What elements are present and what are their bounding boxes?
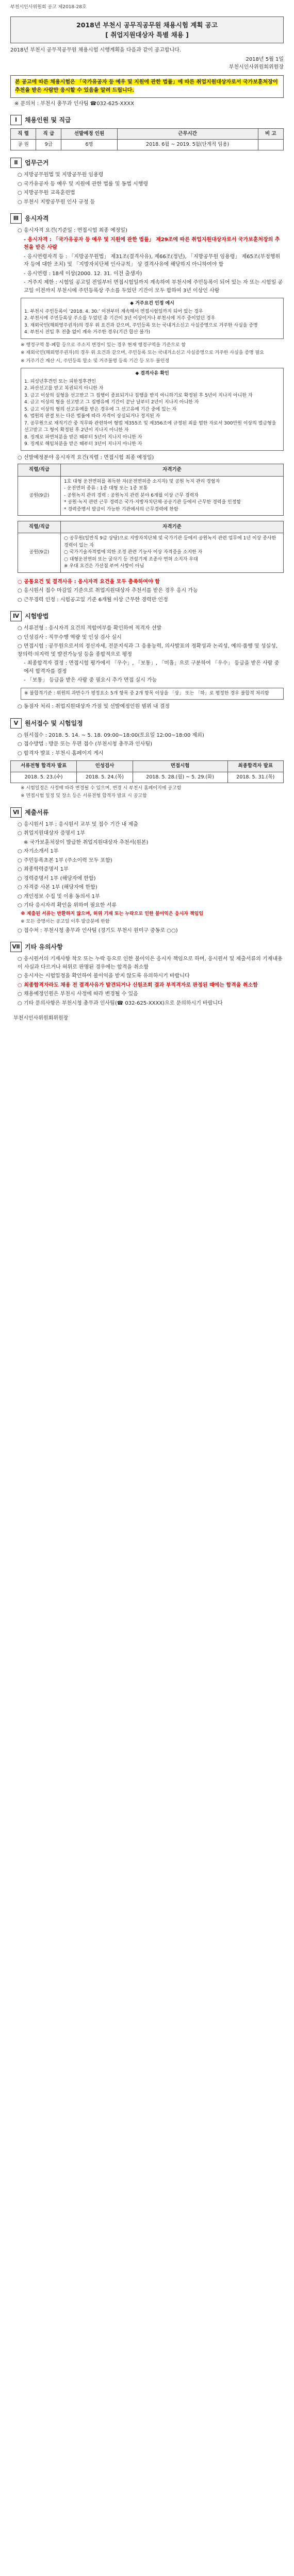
contact-info: ※ 문의처 : 부천시 총무과 인사팀 ☎032-625-XXXX <box>14 100 134 107</box>
fail-criteria-box <box>21 688 284 700</box>
list-item: ○ 지방공무원법 및 지방공무원 임용령 <box>18 172 104 178</box>
list-item: ○ 인성검사 : 직무수행 역량 및 인성 검사 실시 <box>18 634 122 640</box>
table-cell: 2018. 5. 31.(목) <box>227 772 283 783</box>
table-cell <box>61 533 284 573</box>
table-cell: 2018. 6월 ~ 2019. 5월(단계적 임용) <box>117 140 258 150</box>
table-cell: 공원(9급) <box>18 533 61 573</box>
table-cell: 공원(9급) <box>18 476 61 516</box>
list-item: ○ 부천시 지방공무원 인사 규정 등 <box>18 199 95 205</box>
title-line-2: [ 취업지원대상자 특별 채용 ] <box>105 30 189 39</box>
list-item <box>18 578 284 586</box>
section-number: Ⅴ <box>10 718 22 728</box>
section-1-header <box>10 115 284 125</box>
box-line: 8. 징계로 파면처분을 받은 때부터 5년이 지나지 아니한 자 <box>24 434 142 440</box>
table-header-row <box>18 521 284 533</box>
section-title: 시험방법 <box>25 613 49 620</box>
table-header: 최종합격자 발표 <box>227 761 283 772</box>
section-title: 원서접수 및 시험일정 <box>25 719 83 727</box>
section-title: 제출서류 <box>25 808 49 816</box>
note: ※ 재외국민(해외영주권자)의 경우 위 요건과 같으며, 주민등록 또는 국내거소신고 사실증명으로 거주한 사실을 증명 필요 <box>21 350 264 356</box>
section-6-header <box>10 807 284 818</box>
note: ※ 면접시험 일정 및 장소 등은 서류전형 합격자 발표 시 공고함 <box>21 793 147 799</box>
notice-page <box>10 0 284 1022</box>
table-header: 직렬/직급 <box>18 521 61 533</box>
table-header: 직 급 <box>36 128 61 139</box>
box-line: ※ 불합격기준 : 위원의 과반수가 평정요소 5개 항목 중 2개 항목 이상을 「상」 또는 「하」로 평정한 경우 불합격 처리함 <box>24 690 269 696</box>
notice-number: 부천시인사위원회 공고 제2018-28호 <box>10 5 87 10</box>
requirement-line: ○ 국가기술자격법에 의한 조경 관련 기능사 이상 자격증을 소지한 자 <box>64 550 203 555</box>
list-item: ○ 국가유공자 등 예우 및 지원에 관한 법률 및 동법 시행령 <box>18 181 149 187</box>
list-item: ○ 합격자 발표 : 부천시 홈페이지 게시 <box>18 750 104 756</box>
section-2-header <box>10 158 284 168</box>
requirement-table <box>18 464 284 516</box>
table-header: 직렬/직급 <box>18 464 61 476</box>
title-box <box>10 16 284 44</box>
table-header: 인성검사 <box>77 761 133 772</box>
box-line: 1. 부천시 주민등록이 ‘2018. 4. 30.’ 이전부터 계속해서 면접시험일까지 되어 있는 경우 <box>24 309 203 314</box>
list-item: ○ 면접시험 : 공무원으로서의 정신자세, 전문지식과 그 응용능력, 의사발표의 정확성과 논리성, 예의·품행 및 성실성, 창의력·의지력 및 발전가능성 등을 종합적으로 평정 <box>18 643 278 657</box>
section-number: Ⅲ <box>10 213 22 224</box>
box-line: 9. 징계로 해임처분을 받은 때부터 3년이 지나지 아니한 자 <box>24 442 142 447</box>
table-header: 근무시간 <box>117 128 258 139</box>
section-number: Ⅰ <box>10 115 22 125</box>
requirement-line: ○ 대형운전면허 또는 굴삭기 등 건설기계 조종사 면허 소지자 우대 <box>64 556 198 562</box>
table-cell: 9급 <box>36 140 61 150</box>
list-item: ○ 선발예정분야 응시자격 요건(직렬 : 면접시험 최종 예정일) <box>18 454 154 461</box>
section-title: 업무근거 <box>25 159 49 167</box>
title-line-1: 2018년 부천시 공무직공무원 채용시험 계획 공고 <box>76 21 218 29</box>
list-item: ○ 채용예정인원은 부천시 사정에 따라 변경될 수 있음 <box>18 991 138 997</box>
note <box>21 911 284 918</box>
table-cell: 6명 <box>61 140 117 150</box>
box-line: 4. 금고 이상의 형을 선고받고 그 집행유예 기간이 끝난 날부터 2년이 지나지 아니한 자 <box>24 400 199 405</box>
box-title: ◆ 거주요건 인정 예시 <box>130 301 174 307</box>
intro-org: 부천시인사위원회위원장 <box>228 64 284 70</box>
table-row <box>18 476 284 516</box>
list-item: ○ 기타 문의사항은 부천시청 총무과 인사팀(☎ 032-625-XXXX)으로 문의하시기 바랍니다 <box>18 1000 223 1006</box>
requirement-line: * 공원·녹지 관련 근무 경력은 국가·지방자치단체·공공기관 등에서 근무한 경력을 인정함 <box>64 500 241 505</box>
table-header-row <box>11 761 284 772</box>
table-header: 선발예정 인원 <box>61 128 117 139</box>
note: ※ 거주기간 계산 시, 주민등록 말소 및 거주불명 등록 기간 등 모두 불인정 <box>21 358 170 364</box>
notice-box <box>10 75 284 98</box>
table-cell <box>61 476 284 516</box>
box-line: 6. 법원의 판결 또는 다른 법률에 따라 자격이 상실되거나 정지된 자 <box>24 414 160 419</box>
list-item: ○ 근무경력 인정 : 시험공고일 기준 6개월 이상 근무한 경력만 인정 <box>18 597 168 603</box>
table-row <box>11 772 284 783</box>
recruit-table <box>10 128 284 151</box>
section-number: Ⅳ <box>10 611 22 621</box>
table-header: 자격기준 <box>61 521 284 533</box>
requirement-line: - 공원녹지 관리 경력 : 공원녹지 관련 분야 6개월 이상 근무 경력자 <box>64 493 199 498</box>
list-item: ※ 국가보훈처장이 발급한 취업지원대상자 추천서(원본) <box>24 839 149 845</box>
list-item: - 응시연령 : 18세 이상(2000. 12. 31. 이전 출생자) <box>24 270 142 277</box>
table-header-row <box>18 464 284 476</box>
list-item: ○ 자기소개서 1부 <box>18 849 59 855</box>
note: ※ 행정구역 통·폐합 등으로 주소지 변경이 있는 경우 현재 행정구역을 기준으로 함 <box>21 342 186 348</box>
footer-org: 부천시인사위원회위원장 <box>13 1015 69 1022</box>
box-line: 2. 파산선고를 받고 복권되지 아니한 자 <box>24 386 104 392</box>
intro-text: 2018년 부천시 공무직공무원 채용시험 시행계획을 다음과 같이 공고합니다. <box>10 47 182 54</box>
list-item: ○ 동점자 처리 : 취업지원대상자 가점 및 선발예정인원 범위 내 결정 <box>18 704 170 710</box>
qualification-highlight: - 응시자격 : 「국가유공자 등 예우 및 지원에 관한 법률」 제29조에 따른 취업지원대상자로서 국가보훈처장의 추천을 받은 사람 <box>24 236 280 251</box>
section-number: Ⅶ <box>10 942 22 952</box>
list-item: ○ 서류전형 : 응시자격 요건의 적합여부를 확인하여 적격자 선발 <box>18 625 162 632</box>
box-title: ◆ 결격사유 확인 <box>135 371 169 377</box>
section-number: Ⅱ <box>10 158 22 168</box>
table-header: 서류전형 합격자 발표 <box>11 761 77 772</box>
table-header: 비 고 <box>258 128 283 139</box>
section-title: 기타 유의사항 <box>25 943 63 951</box>
section-4-header <box>10 611 284 621</box>
box-line: 2. 부천시에 주민등록상 주소를 두었던 총 기간이 3년 이상이거나 부천시에 거주 중이었던 경우 <box>24 316 216 321</box>
box-line: 3. 재외국민(해외영주권자)의 경우 위 요건과 같으며, 주민등록 또는 국내거소신고 사실증명으로 거주한 사실을 증명 <box>24 323 258 328</box>
table-header: 면접시험 <box>133 761 227 772</box>
list-item: ○ 기타 응시자격 확인을 위하여 필요한 서류 <box>18 903 117 909</box>
requirement-line: ○ 공무원(일반직 9급 상당)으로 지방자치단체 및 국가기관 등에서 공원녹지 관련 업무에 1년 이상 종사한 경력이 있는 자 <box>64 536 276 548</box>
highlight-text: ○ 공통요건 및 결격사유 : 응시자격 요건을 모두 충족하여야 함 <box>18 579 160 585</box>
list-item <box>18 981 284 990</box>
table-header-row <box>11 128 284 139</box>
section-title: 채용인원 및 직급 <box>25 116 71 124</box>
list-item: ○ 응시자는 시험일정을 확인하여 불이익을 받지 않도록 유의하시기 바랍니다 <box>18 973 190 979</box>
highlight-text: ○ 최종합격자라도 채용 전 결격사유가 발견되거나 신원조회 결과 부적격자로 판정된 때에는 합격을 취소함 <box>18 982 258 988</box>
disqualification-box <box>21 368 284 451</box>
table-row <box>18 533 284 573</box>
preference-table <box>18 521 284 573</box>
box-line: 3. 금고 이상의 실형을 선고받고 그 집행이 종료되거나 집행을 받지 아니하기로 확정된 후 5년이 지나지 아니한 자 <box>24 393 253 398</box>
list-item: ○ 응시원서 접수 마감일 기준으로 취업지원대상자 추천서를 받은 경우 응시 가능 <box>18 588 198 594</box>
list-item: ○ 개인정보 수집 및 이용 동의서 1부 <box>18 893 100 900</box>
section-number: Ⅵ <box>10 807 22 818</box>
section-7-header <box>10 942 284 952</box>
requirement-line: 1호 대형 운전면허를 취득한 자(운전면허증 소지자) 및 공원 녹지 관리 경험자 <box>64 479 220 484</box>
table-cell: 2018. 5. 23.(수) <box>11 772 77 783</box>
section-3-header <box>10 213 284 224</box>
list-item: ○ 접수방법 : 방문 또는 우편 접수 (부천시청 총무과 인사팀) <box>18 741 153 748</box>
section-5-header <box>10 718 284 728</box>
list-item <box>24 236 284 252</box>
schedule-table <box>10 760 284 783</box>
table-cell <box>258 140 283 150</box>
box-line: 7. 공무원으로 재직기간 중 직무와 관련하여 형법 제355조 및 제356조에 규정된 죄를 범한 자로서 300만원 이상의 벌금형을 선고받고 그 형이 확정된 후 2년이 지나지 아니한 자 <box>24 420 276 433</box>
list-item: - 응시연령자격 등 : 「지방공무원법」 제31조(결격사유), 제66조(정년), 「지방공무원 임용령」 제65조(부정행위자 등에 대한 조치) 및 「지방자치단체 인사규칙」 상 결격사유에 해당하지 아니하여야 함 <box>24 253 281 268</box>
box-line: 4. 부천시 전입 후 전출 없이 계속 거주한 경우(기간 합산 불가) <box>24 330 151 335</box>
table-cell: 2018. 5. 28.(월) ~ 5. 29.(화) <box>133 772 227 783</box>
list-item: ○ 원서접수 : 2018. 5. 14. ~ 5. 18. 09:00~18:00(토요일 12:00~18:00 제외) <box>18 732 204 738</box>
box-line: 5. 금고 이상의 형의 선고유예를 받은 경우에 그 선고유예 기간 중에 있는 자 <box>24 406 177 412</box>
intro-date: 2018년 5월 1일 <box>246 56 284 62</box>
notice-highlight: 본 공고에 따른 채용시험은 「국가유공자 등 예우 및 지원에 관한 법률」에 따른 취업지원대상자로서 국가보훈처장이 추천을 받은 사람만 응시할 수 있음을 알려 드립니다. <box>15 79 278 93</box>
table-header: 자격기준 <box>61 464 284 476</box>
highlight-text: ※ 제출된 서류는 반환하지 않으며, 허위 기재 또는 누락으로 인한 불이익은 응시자 책임임 <box>21 911 204 917</box>
table-header: 직 렬 <box>11 128 36 139</box>
list-item: - 최종합격자 결정 : 면접시험 평가에서 「우수」, 「보통」, 「미흡」으로 구분하여 「우수」 등급을 받은 사람 중에서 합격자를 결정 <box>24 660 280 674</box>
list-item: ○ 최종학력증명서 1부 <box>18 867 69 873</box>
requirement-line: - 운전면허 종류 : 1종 대형 또는 1종 보통 <box>64 486 148 491</box>
requirement-line: * 경력증명서 발급이 가능한 기관에서의 근무경력에 한함 <box>64 506 178 512</box>
list-item: ○ 응시원서 1부 : 응시원서 교부 및 접수 기간 내 제출 <box>18 821 138 827</box>
residence-example-box <box>21 298 284 339</box>
note: ※ 시험일정은 사정에 따라 변경될 수 있으며, 변경 시 부천시 홈페이지에 공고함 <box>21 785 182 791</box>
list-item: ○ 자격증 사본 1부 (해당자에 한함) <box>18 885 97 891</box>
section-title: 응시자격 <box>25 215 49 223</box>
note: ※ 모든 증명서는 공고일 이후 발급분에 한함 <box>21 919 110 925</box>
list-item: ○ 응시원서의 기재사항 착오 또는 누락 등으로 인한 불이익은 응시자 책임으로 하며, 응시원서 및 제출서류의 기재내용이 사실과 다르거나 허위로 판명된 경우에는 합격을 취소함 <box>18 956 283 970</box>
requirement-line: ※ 우대 요건은 가산점 부여 사항이 아님 <box>64 564 144 569</box>
box-line: 1. 피성년후견인 또는 피한정후견인 <box>24 379 96 384</box>
list-item: - 거주지 제한 : 시험일 공고일 전일부터 면접시험일까지 계속하여 부천시에 주민등록이 되어 있는 자 또는 시험일 공고일 이전까지 부천시에 주민등록상 주소를 두었던 기간이 모두 합하여 3년 이상인 사람 <box>24 280 283 294</box>
list-item: - 「보통」 등급을 받은 사람 중 필요시 추가 면접 실시 가능 <box>24 677 157 684</box>
table-row <box>11 140 284 150</box>
list-item: ○ 취업지원대상자 증명서 1부 <box>18 831 85 837</box>
table-cell: 공 원 <box>11 140 36 150</box>
list-item: ○ 주민등록초본 1부 (주소이력 모두 포함) <box>18 857 112 863</box>
list-item: ○ 지방공무원 교육훈련법 <box>18 190 75 196</box>
table-cell: 2018. 5. 24.(목) <box>77 772 133 783</box>
list-item: ○ 응시자격 요건(기준일 : 면접시험 최종 예정일) <box>18 228 127 234</box>
list-item: ○ 경력증명서 1부 (해당자에 한함) <box>18 875 96 882</box>
list-item: ○ 접수처 : 부천시청 총무과 인사팀 (경기도 부천시 원미구 중동로 ○○) <box>18 927 178 934</box>
